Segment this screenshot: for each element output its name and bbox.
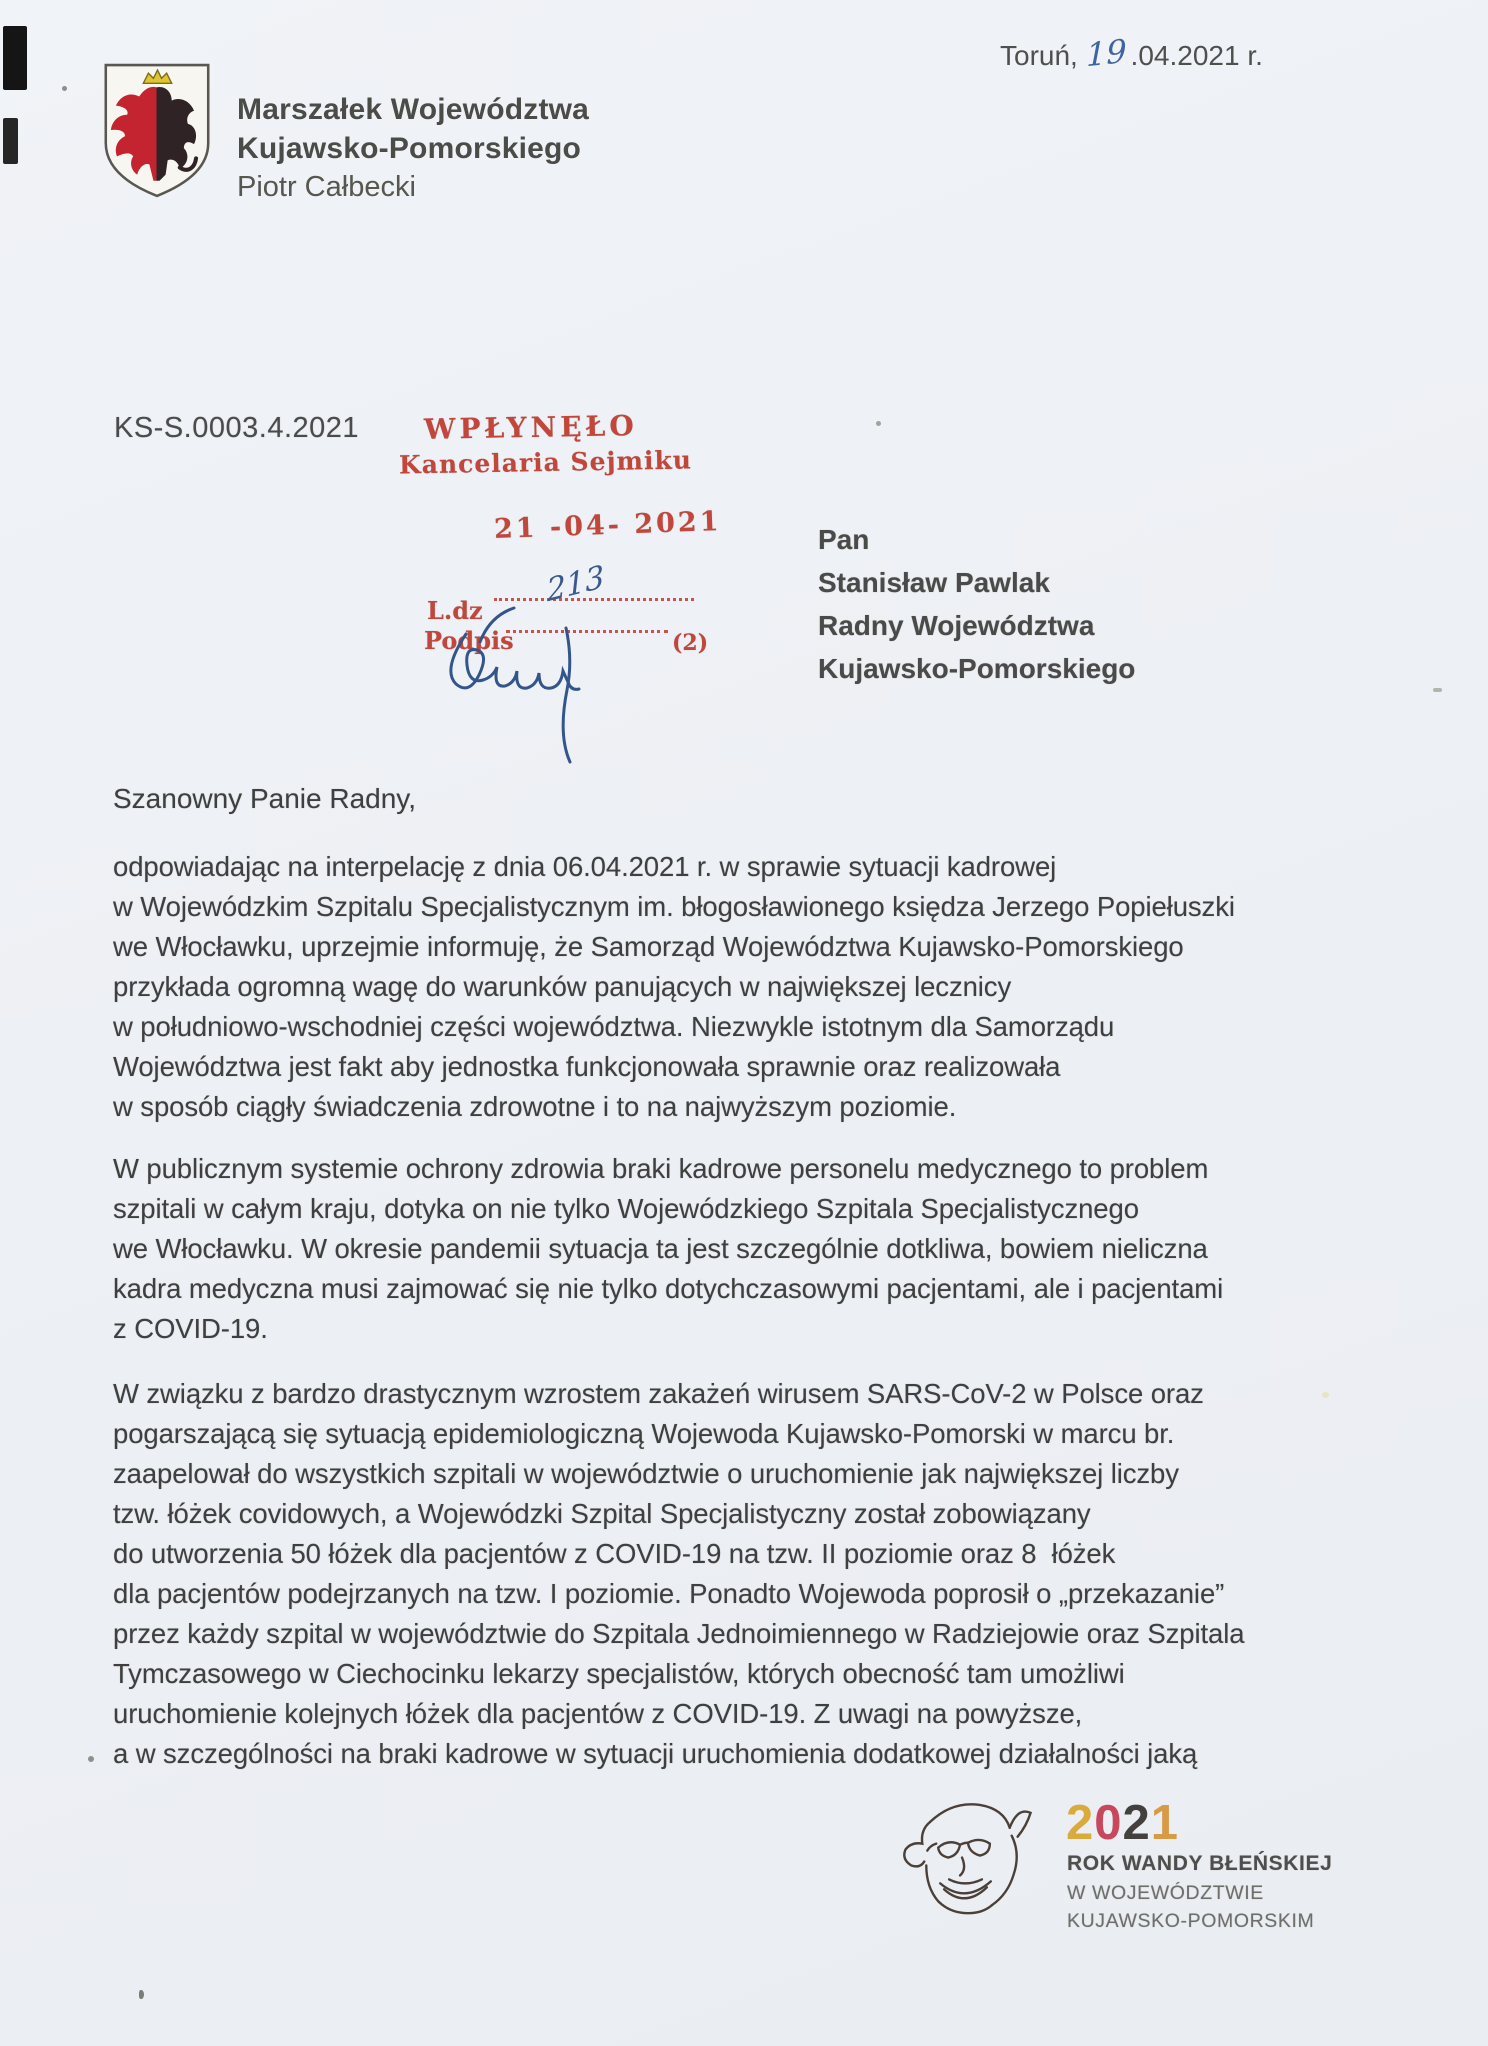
stamp-office-label: Kancelaria Sejmiku: [398, 445, 693, 480]
year-digit: 0: [1094, 1796, 1123, 1850]
year-digit: 1: [1150, 1796, 1180, 1850]
body-line: zaapelował do wszystkich szpitali w województwie o uruchomienie jak największej liczby: [113, 1458, 1179, 1489]
body-line: dla pacjentów podejrzanych na tzw. I poziomie. Ponadto Wojewoda poprosił o „przekazanie”: [113, 1578, 1225, 1609]
body-line: we Włocławku. W okresie pandemii sytuacja ta jest szczególnie dotkliwa, bowiem nieliczna: [113, 1233, 1208, 1264]
sender-title-line1: Marszałek Województwa: [237, 93, 590, 126]
body-line: we Włocławku, uprzejmie informuję, że Samorząd Województwa Kujawsko-Pomorskiego: [113, 931, 1184, 962]
body-line: Województwa jest fakt aby jednostka funkcjonowała sprawnie oraz realizowała: [113, 1051, 1061, 1082]
stamp-signature-suffix: (2): [672, 630, 709, 656]
scan-speck: [88, 1756, 94, 1762]
footer-caption-line3: KUJAWSKO-POMORSKIM: [1067, 1910, 1315, 1932]
footer-caption-line2: W WOJEWÓDZTWIE: [1067, 1882, 1264, 1904]
recipient-line: Pan: [818, 524, 870, 555]
body-line: tzw. łóżek covidowych, a Wojewódzki Szpital Specjalistyczny został zobowiązany: [113, 1498, 1091, 1529]
coat-of-arms-kujawsko-pomorskie-icon: [98, 60, 216, 202]
body-line: Tymczasowego w Ciechocinku lekarzy specjalistów, których obecność tam umożliwi: [113, 1658, 1125, 1689]
footer-caption-line1: ROK WANDY BŁEŃSKIEJ: [1067, 1852, 1333, 1875]
date-place: Toruń,: [1000, 40, 1078, 71]
paragraph-3: [113, 1374, 1244, 1774]
scan-speck: [1322, 1392, 1329, 1398]
body-line: przykłada ogromną wagę do warunków panujących w największej lecznicy: [113, 971, 1012, 1002]
body-line: odpowiadając na interpelację z dnia 06.04.2021 r. w sprawie sytuacji kadrowej: [113, 851, 1057, 882]
salutation: Szanowny Panie Radny,: [113, 783, 416, 814]
reference-number: KS-S.0003.4.2021: [114, 412, 360, 444]
body-line: W publicznym systemie ochrony zdrowia braki kadrowe personelu medycznego to problem: [113, 1153, 1209, 1184]
scan-artifact-bar: [3, 118, 18, 164]
recipient-block: [818, 518, 1135, 690]
body-line: pogarszającą się sytuacją epidemiologiczną Wojewoda Kujawsko-Pomorski w marcu br.: [113, 1418, 1175, 1449]
paragraph-1: [113, 847, 1235, 1127]
scan-speck: [1433, 688, 1442, 692]
sender-name: Piotr Całbecki: [237, 171, 416, 203]
paragraph-2: [113, 1149, 1223, 1349]
body-line: w Wojewódzkim Szpitalu Specjalistycznym im. błogosławionego księdza Jerzego Popiełuszki: [113, 891, 1235, 922]
wanda-blenska-portrait-sketch-icon: [889, 1792, 1045, 1936]
body-line: W związku z bardzo drastycznym wzrostem zakażeń wirusem SARS-CoV-2 w Polsce oraz: [113, 1378, 1204, 1409]
body-line: przez każdy szpital w województwie do Szpitala Jednoimiennego w Radziejowie oraz Szpitala: [113, 1618, 1245, 1649]
scan-artifact-bar: [3, 26, 27, 90]
stamp-received-label: WPŁYNĘŁO: [423, 409, 639, 446]
sender-block: [237, 90, 589, 207]
recipient-line: Kujawsko-Pomorskiego: [818, 653, 1136, 684]
body-line: z COVID-19.: [113, 1313, 268, 1344]
date-line: [1000, 31, 1263, 75]
body-line: w południowo-wschodniej części województwa. Niezwykle istotnym dla Samorządu: [113, 1011, 1115, 1042]
recipient-line: Stanisław Pawlak: [818, 567, 1050, 598]
year-digit: 2: [1066, 1796, 1095, 1850]
scan-speck: [62, 86, 67, 91]
body-line: w sposób ciągły świadczenia zdrowotne i to na najwyższym poziomie.: [113, 1091, 957, 1122]
body-line: a w szczególności na braki kadrowe w sytuacji uruchomienia dodatkowej działalności jaką: [113, 1738, 1198, 1769]
body-line: do utworzenia 50 łóżek dla pacjentów z COVID-19 na tzw. II poziomie oraz 8 łóżek: [113, 1538, 1116, 1569]
sender-title-line2: Kujawsko-Pomorskiego: [237, 132, 582, 165]
date-suffix: .04.2021 r.: [1130, 40, 1263, 71]
body-line: szpitali w całym kraju, dotyka on nie tylko Wojewódzkiego Szpitala Specjalistycznego: [113, 1193, 1139, 1224]
recipient-line: Radny Województwa: [818, 610, 1095, 641]
body-line: kadra medyczna musi zajmować się nie tylko dotychczasowymi pacjentami, ale i pacjentami: [113, 1273, 1224, 1304]
footer-year-2021: [1066, 1795, 1179, 1851]
scan-speck: [139, 1990, 144, 1999]
body-line: uruchomienie kolejnych łóżek dla pacjentów z COVID-19. Z uwagi na powyższe,: [113, 1698, 1083, 1729]
handwritten-signature: [420, 578, 670, 768]
stamp-ldz-label: L.dz: [427, 596, 483, 625]
year-digit: 2: [1122, 1796, 1151, 1850]
handwritten-day: 19: [1085, 31, 1127, 75]
stamp-signature-label: Podpis: [424, 626, 514, 655]
scan-speck: [876, 421, 881, 426]
handwritten-number: 213: [545, 558, 606, 610]
stamp-date: 21 -04- 2021: [493, 506, 722, 545]
